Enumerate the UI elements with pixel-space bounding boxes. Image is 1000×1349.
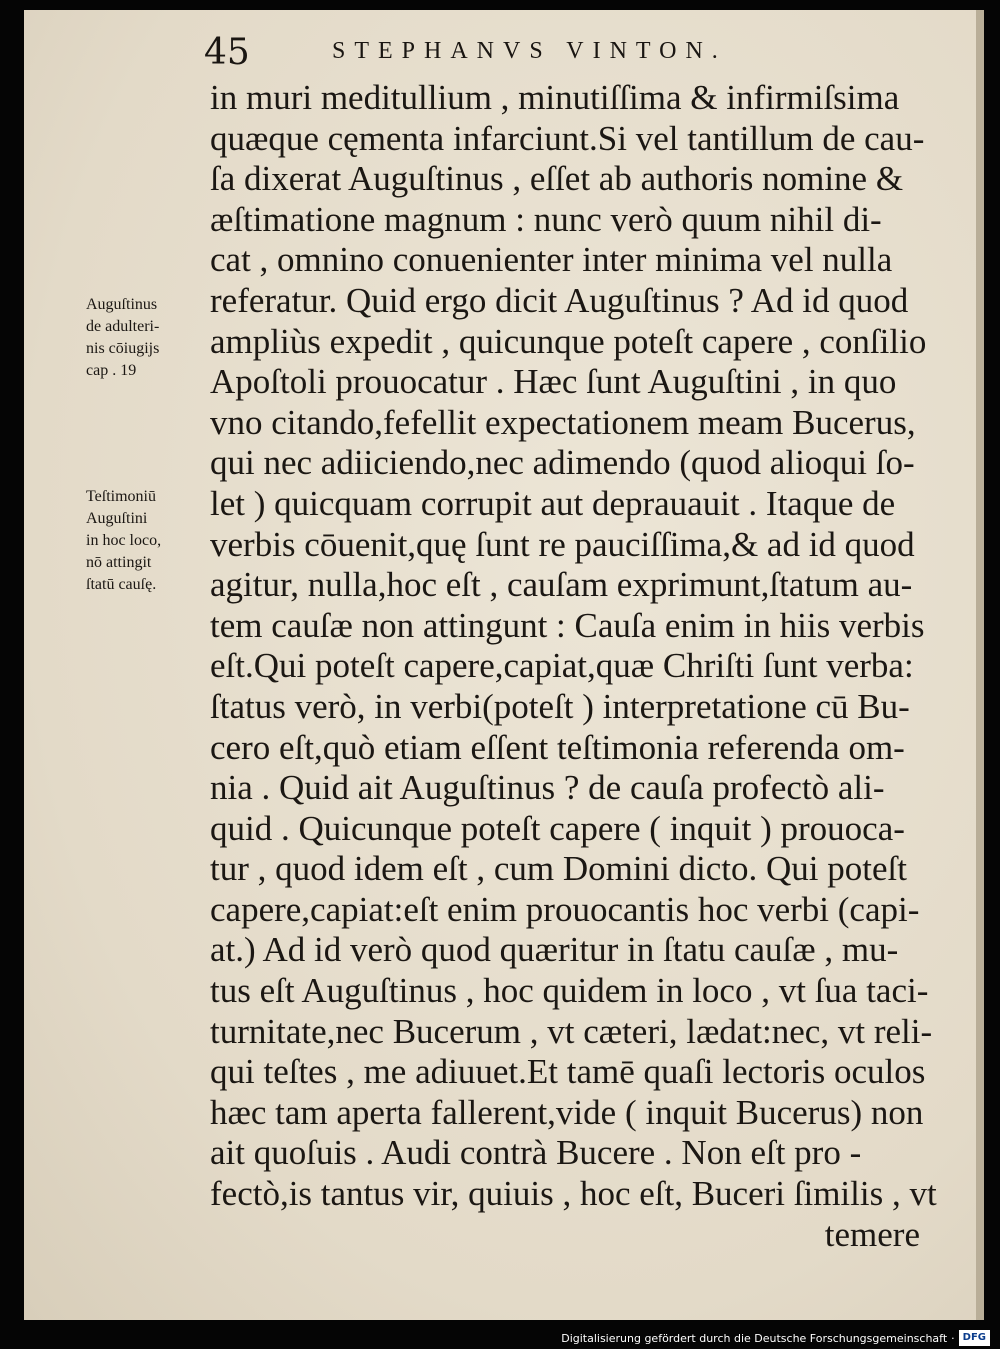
text-line: cat , omnino conuenienter inter minima vel nulla [210, 240, 893, 280]
text-line: ampliùs expedit , quicunque poteſt capere , conſilio [210, 321, 927, 361]
text-line: ait quoſuis . Audi contrà Bucere . Non eſt pro - [210, 1133, 862, 1173]
text-line: æſtimatione magnum : nunc verò quum nihil di- [210, 199, 882, 239]
margin-note-line: in hoc loco, [86, 532, 162, 549]
text-line: quæque cęmenta infarciunt.Si vel tantillum de cau- [210, 118, 925, 158]
margin-note-line: nō attingit [86, 554, 152, 571]
text-line: agitur, nulla,hoc eſt , cauſam exprimunt,ſtatum au- [210, 565, 913, 605]
text-line: Apoſtoli prouocatur . Hæc ſunt Auguſtini , in quo [210, 362, 897, 402]
text-line: hæc tam aperta fallerent,vide ( inquit Bucerus) non [210, 1092, 924, 1132]
running-head [204, 32, 924, 72]
text-line: tus eſt Auguſtinus , hoc quidem in loco , vt ſua taci- [210, 971, 929, 1011]
page-number: 45 [204, 32, 250, 73]
text-line: turnitate,nec Bucerum , vt cæteri, lædat:nec, vt reli- [210, 1011, 933, 1051]
margin-note-testimonium [86, 486, 206, 596]
text-line: at.) Ad id verò quod quæritur in ſtatu cauſæ , mu- [210, 930, 899, 970]
text-line: quid . Quicunque poteſt capere ( inquit ) prouoca- [210, 808, 905, 848]
text-line: ſtatus verò, in verbi(poteſt ) interpretatione cū Bu- [210, 686, 910, 726]
text-line: let ) quicquam corrupit aut deprauauit . Itaque de [210, 483, 896, 523]
text-line: qui teſtes , me adiuuet.Et tamē quaſi lectoris oculos [210, 1052, 926, 1092]
text-line: tur , quod idem eſt , cum Domini dicto. Qui poteſt [210, 849, 907, 889]
margin-note-line: Auguſtinus [86, 296, 158, 313]
text-line: in muri meditullium , minutiſſima & infirmiſsima [210, 78, 900, 117]
text-line: cero eſt,quò etiam eſſent teſtimonia referenda om- [210, 727, 905, 767]
margin-note-line: Auguſtini [86, 510, 148, 527]
margin-note-line: ſtatū cauſę. [86, 576, 157, 593]
margin-note-line: cap . 19 [86, 362, 137, 379]
text-line: capere,capiat:eſt enim prouocantis hoc verbi (capi- [210, 889, 920, 929]
footer-separator: · [951, 1331, 955, 1345]
margin-note-line: Teſtimoniū [86, 488, 156, 505]
book-page [24, 10, 984, 1320]
catchword: temere [824, 1214, 920, 1254]
text-line: ſa dixerat Auguſtinus , eſſet ab authoris nomine & [210, 159, 904, 199]
text-line: referatur. Quid ergo dicit Auguſtinus ? Ad id quod [210, 280, 909, 320]
running-title: STEPHANVS VINTON. [332, 38, 727, 64]
footer-credit: Digitalisierung gefördert durch die Deutsche Forschungsgemeinschaft [561, 1331, 948, 1345]
margin-note-augustinus [86, 294, 206, 382]
text-line: nia . Quid ait Auguſtinus ? de cauſa profectò ali- [210, 768, 885, 808]
dfg-logo-icon: DFG [959, 1330, 990, 1346]
text-line: qui nec adiiciendo,nec adimendo (quod alioqui ſo- [210, 443, 915, 483]
body-text [210, 78, 950, 1255]
margin-note-line: nis cōiugijs [86, 340, 160, 357]
text-line: eſt.Qui poteſt capere,capiat,quæ Chriſti ſunt verba: [210, 646, 914, 686]
digitization-footer [561, 1330, 990, 1346]
text-line: fectò,is tantus vir, quiuis , hoc eſt, Buceri ſimilis , vt [210, 1174, 937, 1214]
margin-note-line: de adulteri- [86, 318, 160, 335]
text-line: tem cauſæ non attingunt : Cauſa enim in hiis verbis [210, 605, 925, 645]
text-line: vno citando,fefellit expectationem meam Bucerus, [210, 402, 916, 442]
text-line: verbis cōuenit,quę ſunt re pauciſſima,& ad id quod [210, 524, 915, 564]
